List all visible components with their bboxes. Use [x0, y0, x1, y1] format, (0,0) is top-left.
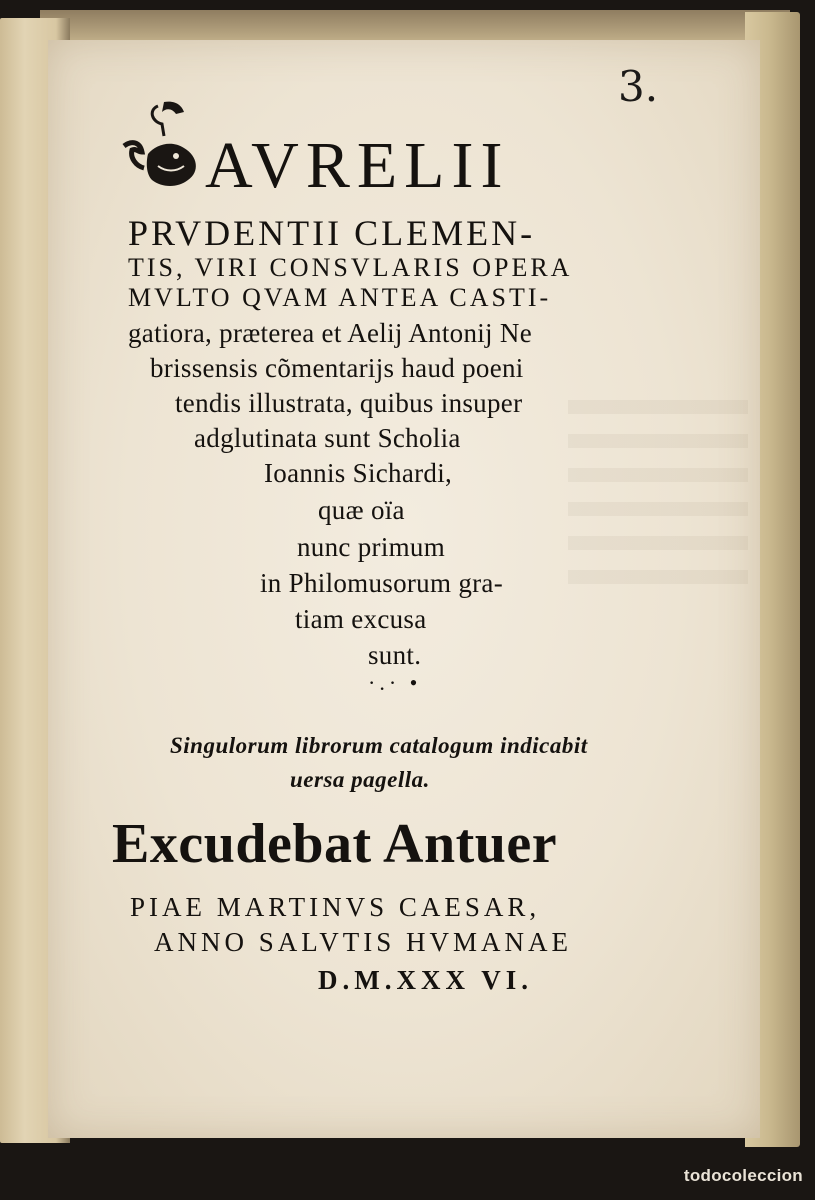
imprint-anno: ANNO SALVTIS HVMANAE: [154, 927, 573, 957]
body-line-8: in Philomusorum gra-: [260, 568, 503, 598]
body-line-5: Ioannis Sichardi,: [264, 458, 453, 488]
title-line-multo-quam: MVLTO QVAM ANTEA CASTI-: [128, 283, 552, 312]
body-line-10: sunt.: [368, 640, 422, 670]
book-cover-top: [40, 10, 790, 44]
site-watermark: todocoleccion: [683, 1166, 803, 1185]
imprint-printer: PIAE MARTINVS CAESAR,: [130, 892, 541, 922]
body-line-3: tendis illustrata, quibus insuper: [175, 388, 523, 418]
title-line-prudentii: PRVDENTII CLEMEN-: [128, 213, 536, 253]
shelfmark-number: 3.: [618, 62, 659, 111]
show-through-texture: [568, 400, 748, 600]
imprint-excudebat: Excudebat Antuer: [112, 813, 558, 875]
woodcut-initial-ornament: [118, 96, 208, 196]
title-line-aurelii: AVRELII: [205, 129, 510, 202]
imprint-date: D.M.XXX VI.: [318, 965, 533, 995]
catalog-note-line-1: Singulorum librorum catalogum indicabit: [170, 733, 588, 758]
body-line-4: adglutinata sunt Scholia: [194, 423, 461, 453]
catalog-note-line-2: uersa pagella.: [290, 767, 430, 792]
body-line-7: nunc primum: [297, 532, 446, 562]
body-line-6: quæ oïa: [318, 495, 405, 525]
body-line-1: gatiora, præterea et Aelij Antonij Ne: [128, 318, 532, 348]
body-line-2: brissensis cõmentarijs haud poeni: [150, 353, 524, 383]
title-line-viri-consularis: TIS, VIRI CONSVLARIS OPERA: [128, 253, 573, 282]
ornament-dots: ·.· •: [368, 670, 422, 695]
body-line-9: tiam excusa: [295, 604, 427, 634]
